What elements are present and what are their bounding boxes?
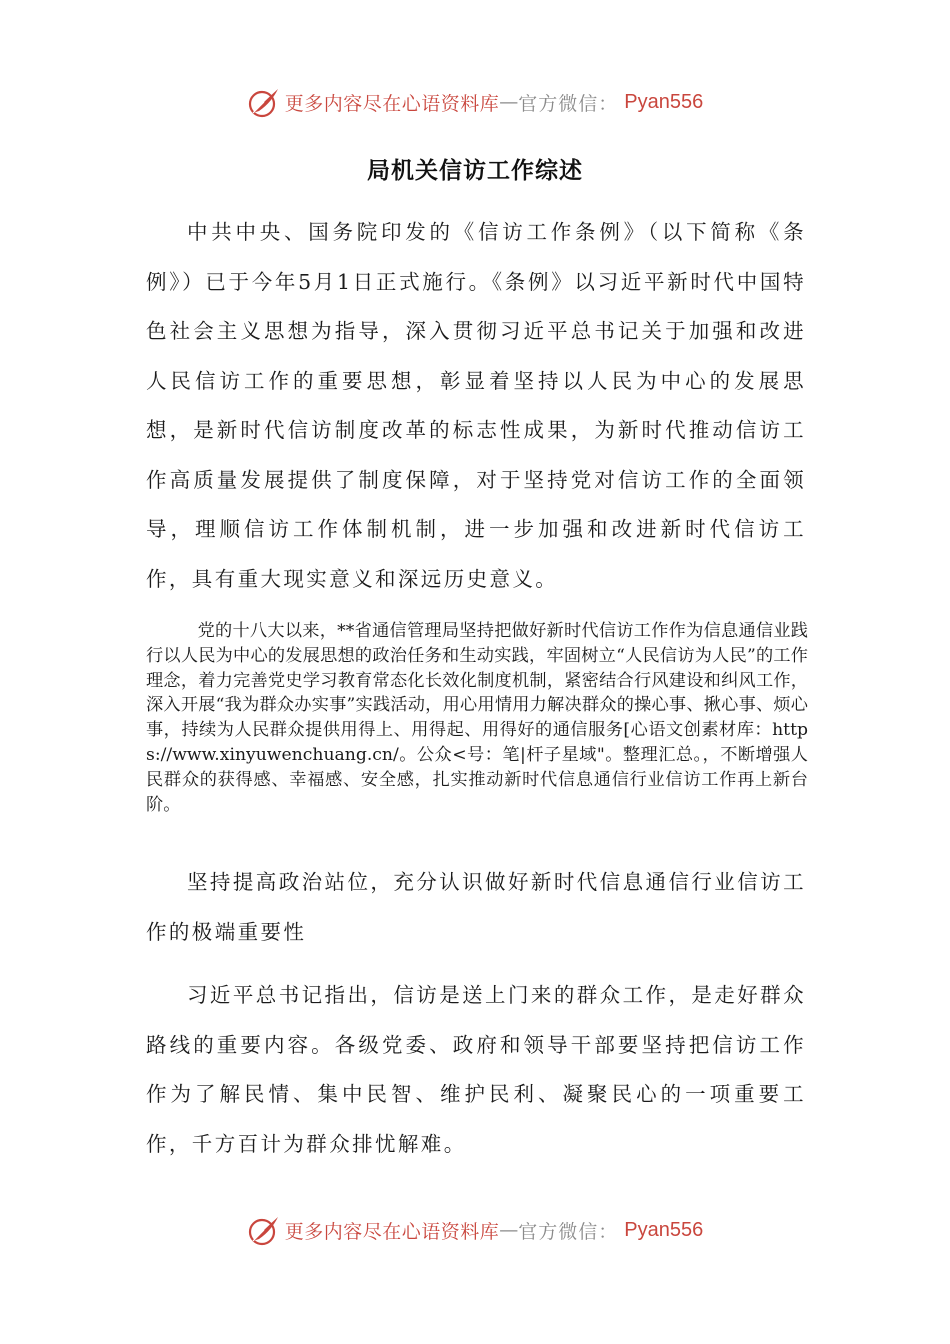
document-title: 局机关信访工作综述 <box>367 158 583 184</box>
banner-brand-text: 更多内容尽在心语资料库 <box>284 92 500 115</box>
banner-separator: — <box>499 91 519 113</box>
banner-wechat-label: 官方微信： <box>518 92 619 115</box>
paragraph-intro: 中共中央、国务院印发的《信访工作条例》（以下简称《条例》）已于今年5月1日正式施行。《条例》以习近平新时代中国特色社会主义思想为指导，深入贯彻习近平总书记关于加强和改进人民信访工作的重要思想，彰显着坚持以人民为中心的发展思想，是新时代信访制度改革的标志性成果，为新时代推动信访工作高质量发展提供了制度保障，对于坚持党对信访工作的全面领导，理顺信访工作体制机制，进一步加强和改进新时代信访工作，具有重大现实意义和深远历史意义。 <box>146 220 806 591</box>
footer-banner <box>0 1210 950 1250</box>
banner-brand-text: 更多内容尽在心语资料库 <box>284 1220 500 1243</box>
banner-wechat-id: Pyan556 <box>624 90 704 113</box>
paragraph-quote: 习近平总书记指出，信访是送上门来的群众工作，是走好群众路线的重要内容。各级党委、政府和领导干部要坚持把信访工作作为了解民情、集中民智、维护民利、凝聚民心的一项重要工作，千方百计为群众排忧解难。 <box>146 983 806 1156</box>
banner-wechat-id: Pyan556 <box>624 1218 704 1241</box>
banner-separator: — <box>499 1219 519 1241</box>
quill-logo-icon <box>247 85 281 119</box>
header-banner <box>0 82 950 122</box>
banner-wechat-label: 官方微信： <box>518 1220 619 1243</box>
quill-logo-icon <box>247 1213 281 1247</box>
paragraph-overview: 党的十八大以来，**省通信管理局坚持把做好新时代信访工作作为信息通信业践行以人民为中心的发展思想的政治任务和生动实践，牢固树立“人民信访为人民”的工作理念，着力完善党史学习教育常态化长效化制度机制，紧密结合行风建设和纠风工作，深入开展“我为群众办实事”实践活动，用心用情用力解决群众的操心事、揪心事、烦心事，持续为人民群众提供用得上、用得起、用得好的通信服务[心语文创素材库：https://www.xinyuwenchuang.cn/。公众<号：笔|杆子星域"。整理汇总。，不断增强人民群众的获得感、幸福感、安全感，扎实推动新时代信息通信行业信访工作再上新台阶。 <box>146 621 808 815</box>
section-heading-paragraph: 坚持提高政治站位，充分认识做好新时代信息通信行业信访工作的极端重要性 <box>146 870 806 944</box>
